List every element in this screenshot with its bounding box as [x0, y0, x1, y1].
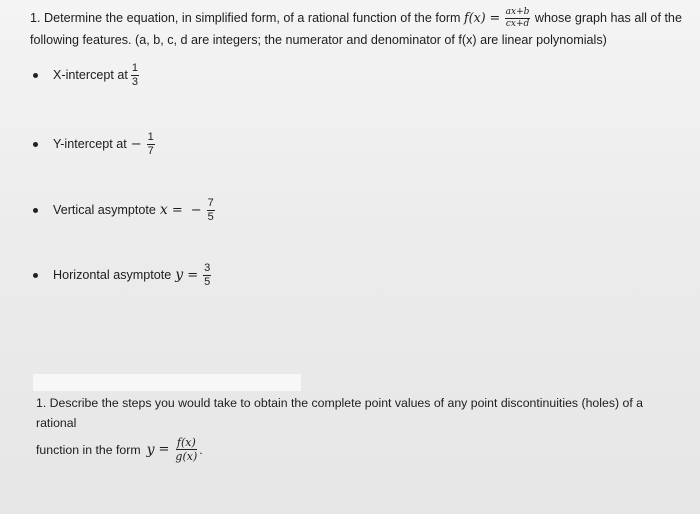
feature-value — [207, 198, 215, 223]
feature-label: X-intercept at — [53, 68, 128, 82]
feature-variable: x — [159, 202, 168, 218]
minus-sign: − — [190, 202, 202, 218]
redaction-bar — [33, 374, 301, 391]
feature-numerator: 1 — [131, 61, 139, 74]
bullet-icon — [33, 142, 38, 147]
bullet-icon — [33, 273, 38, 278]
bullet-icon — [33, 208, 38, 213]
function-notation: f(x) = — [464, 10, 501, 25]
feature-variable: y — [175, 267, 184, 283]
feature-denominator: 7 — [147, 144, 154, 157]
question-2-numerator: f(x) — [176, 436, 196, 449]
question-2-denominator: g(x) — [175, 450, 198, 463]
feature-label: Horizontal asymptote — [53, 268, 172, 282]
feature-numerator: 1 — [147, 130, 154, 143]
feature-denominator: 5 — [207, 210, 214, 223]
function-numerator: ax+b — [505, 7, 530, 18]
feature-value — [131, 63, 139, 88]
feature-horizontal-asymptote: Horizontal asymptote y = $\frac{3}{5}$ — [33, 260, 212, 290]
feature-x-intercept — [33, 60, 140, 90]
question-1 — [30, 7, 690, 51]
feature-label: Y-intercept at — [53, 137, 127, 151]
question-2-variable: y — [146, 441, 155, 458]
minus-sign: − — [130, 136, 142, 152]
feature-value — [147, 132, 155, 157]
question-1-tail: whose graph has all of the following features. (a, b, c, d are integers; the numerator and denominator of f(x) are linear polynomials) — [30, 11, 682, 48]
bullet-icon — [33, 73, 38, 78]
feature-denominator: 5 — [204, 275, 211, 288]
question-2-end: . — [199, 442, 203, 457]
question-2-prefix: function in the form — [36, 442, 141, 457]
feature-label: Vertical asymptote — [53, 203, 156, 217]
feature-y-intercept — [33, 129, 156, 159]
question-2-line-1: 1. Describe the steps you would take to obtain the complete point values of any point discontinuities (holes) of a rational — [36, 396, 644, 430]
feature-value — [203, 263, 211, 288]
feature-vertical-asymptote: Vertical asymptote x = − $\frac{7}{5}$ — [33, 195, 216, 225]
question-1-lead: 1. Determine the equation, in simplified form, of a rational function of the form — [30, 11, 461, 25]
feature-numerator: 7 — [207, 196, 214, 209]
feature-numerator: 3 — [204, 261, 211, 274]
question-2-fraction — [174, 437, 198, 462]
function-denominator: cx+d — [505, 19, 530, 30]
question-2-line-2: function in the form y = $\frac{f(x)}{g(x)}$ . — [36, 436, 203, 463]
feature-denominator: 3 — [131, 75, 139, 88]
question-2 — [36, 393, 676, 462]
function-fraction — [505, 8, 531, 29]
